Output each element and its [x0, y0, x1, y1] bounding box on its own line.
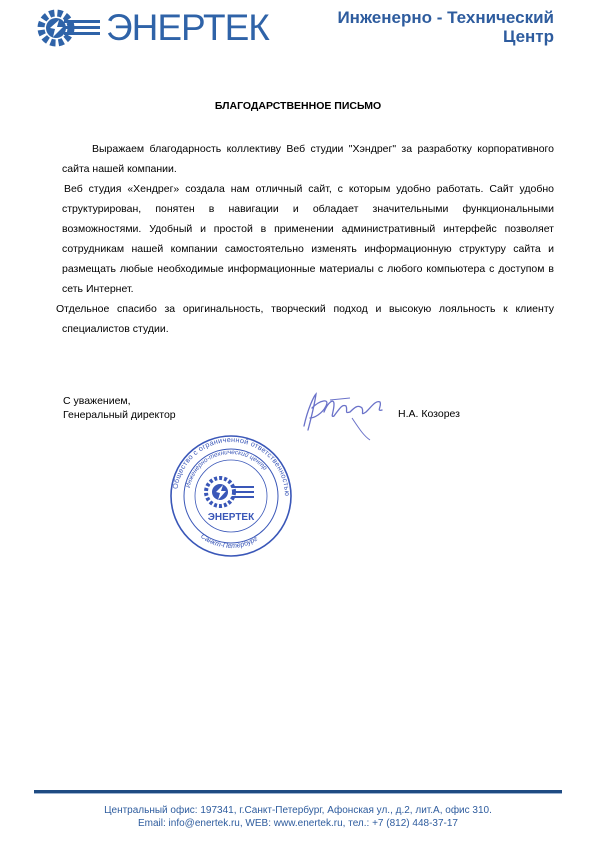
gear-logo-icon	[34, 6, 106, 50]
svg-text:Санкт-Петербург: Санкт-Петербург	[199, 533, 260, 551]
header-title	[337, 8, 554, 46]
company-logo	[34, 6, 269, 50]
logo-text: ЭНЕРТЕК	[106, 7, 269, 48]
letter-title: БЛАГОДАРСТВЕННОЕ ПИСЬМО	[214, 100, 382, 112]
paragraph: Выражаем благодарность коллективу Веб студии "Хэндрег" за разработку корпоративного сайта нашей компании.	[62, 143, 554, 175]
footer	[0, 804, 596, 830]
footer-contacts: Email: info@enertek.ru, WEB: www.enertek.ru, тел.: +7 (812) 448-37-17	[138, 818, 458, 829]
signer-name: Н.А. Козорез	[398, 408, 460, 420]
header-title-line2: Центр	[502, 27, 554, 46]
svg-text:Инженерно-технический центр: Инженерно-технический центр	[184, 448, 269, 489]
company-stamp	[168, 434, 294, 558]
footer-divider	[34, 790, 562, 794]
footer-address: Центральный офис: 197341, г.Санкт-Петербург, Афонская ул., д.2, лит.А, офис 310.	[104, 805, 492, 816]
svg-text:Общество с ограниченной ответс: Общество с ограниченной ответственностью	[170, 434, 293, 497]
header-title-line1: Инженерно - Технический	[337, 8, 554, 27]
signature-block	[63, 394, 176, 422]
paragraph: Веб студия «Хендрег» создала нам отличный сайт, с которым удобно работать. Сайт удобно структурирован, понятен в навигации и обладает значительными функциональными возможностями. Удобный и простой в применении административный интерфейс позволяет сотрудникам нашей компании самостоятельно изменять информационную структуру сайта и размещать любые необходимые информационные материалы с любого компьютера с доступом в сеть Интернет.	[62, 183, 554, 295]
letter-body	[56, 139, 554, 339]
position: Генеральный директор	[63, 409, 176, 421]
paragraph: Отдельное спасибо за оригинальность, творческий подход и высокую лояльность к клиенту специалистов студии.	[56, 303, 554, 335]
closing: С уважением,	[63, 395, 131, 407]
handwritten-signature	[290, 378, 394, 454]
stamp-center-text: ЭНЕРТЕК	[207, 512, 255, 523]
